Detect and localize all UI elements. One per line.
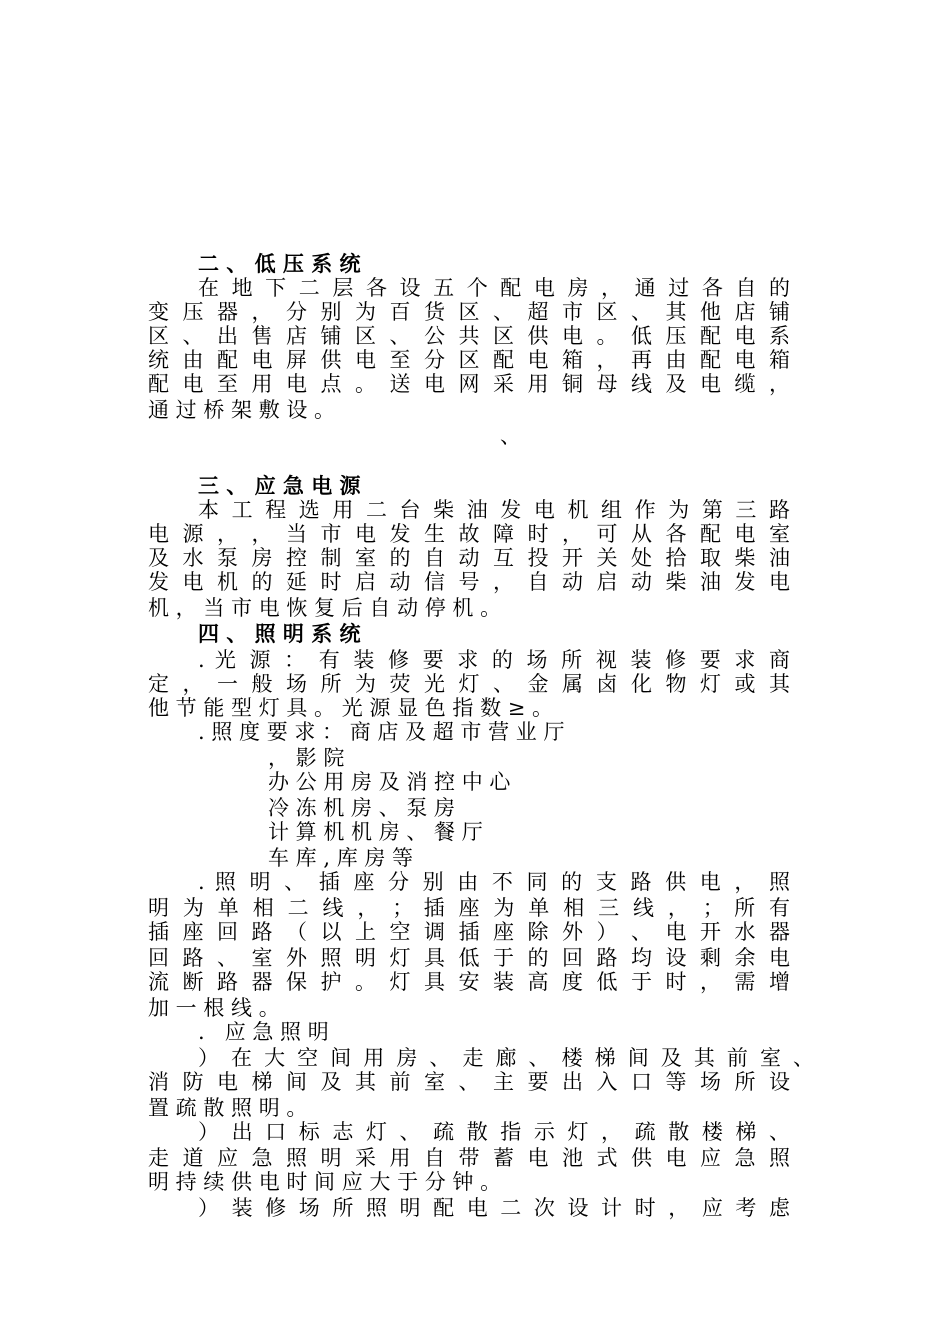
section-heading-lighting-system: 四 、 照 明 系 统 xyxy=(198,621,361,646)
paragraph-line: 发 电 机 的 延 时 启 动 信 号 ， 自 动 启 动 柴 油 发 电 xyxy=(148,570,790,594)
paragraph-line: 计 算 机 机 房 、 餐 厅 xyxy=(268,820,483,844)
paragraph-line: 及 水 泵 房 控 制 室 的 自 动 互 投 开 关 处 拾 取 柴 油 xyxy=(148,546,790,570)
section-heading-emergency-power: 三 、 应 急 电 源 xyxy=(198,473,361,498)
paragraph-line: 消 防 电 梯 间 及 其 前 室 、 主 要 出 入 口 等 场 所 设 xyxy=(148,1070,790,1094)
paragraph-line: ） 出 口 标 志 灯 、 疏 散 指 示 灯 ， 疏 散 楼 梯 、 xyxy=(198,1120,790,1144)
paragraph-line: 车 库 , 库 房 等 xyxy=(268,846,414,870)
paragraph-line: 变 压 器 ， 分 别 为 百 货 区 、 超 市 区 、 其 他 店 铺 xyxy=(148,300,790,324)
paragraph-line: 电 源 ， ， 当 市 电 发 生 故 障 时 ， 可 从 各 配 电 室 xyxy=(148,522,790,546)
paragraph-line: 冷 冻 机 房 、 泵 房 xyxy=(268,796,456,820)
paragraph-line: 他 节 能 型 灯 具 。 光 源 显 色 指 数 ≥ 。 xyxy=(148,696,554,720)
paragraph-line: ， 影 院 xyxy=(268,746,345,770)
paragraph-line: 通 过 桥 架 敷 设 。 xyxy=(148,398,336,422)
stray-mark: 、 xyxy=(500,424,521,448)
paragraph-line: 配 电 至 用 电 点 。 送 电 网 采 用 铜 母 线 及 电 缆 ， xyxy=(148,372,790,396)
paragraph-line: 明 为 单 相 二 线 ， ； 插 座 为 单 相 三 线 ， ； 所 有 xyxy=(148,896,790,920)
paragraph-line: ） 在 大 空 间 用 房 、 走 廊 、 楼 梯 间 及 其 前 室 、 xyxy=(198,1046,814,1070)
paragraph-line: 办 公 用 房 及 消 控 中 心 xyxy=(268,770,511,794)
section-heading-low-voltage: 二 、 低 压 系 统 xyxy=(198,251,361,276)
paragraph-line: 统 由 配 电 屏 供 电 至 分 区 配 电 箱 ， 再 由 配 电 箱 xyxy=(148,348,790,372)
paragraph-line: 插 座 回 路 （ 以 上 空 调 插 座 除 外 ） 、 电 开 水 器 xyxy=(148,920,790,944)
paragraph-line: 置 疏 散 照 明 。 xyxy=(148,1096,308,1120)
paragraph-line: 本 工 程 选 用 二 台 柴 油 发 电 机 组 作 为 第 三 路 xyxy=(198,498,790,522)
paragraph-line: 明 持 续 供 电 时 间 应 大 于 分 钟 。 xyxy=(148,1170,502,1194)
paragraph-line: . 照 度 要 求 ： 商 店 及 超 市 营 业 厅 xyxy=(198,720,565,744)
paragraph-line: 在 地 下 二 层 各 设 五 个 配 电 房 ， 通 过 各 自 的 xyxy=(198,276,790,300)
paragraph-line: 定 ， 一 般 场 所 为 荧 光 灯 、 金 属 卤 化 物 灯 或 其 xyxy=(148,672,790,696)
paragraph-line: . 光 源 ： 有 装 修 要 求 的 场 所 视 装 修 要 求 商 xyxy=(198,648,790,672)
paragraph-line: 加 一 根 线 。 xyxy=(148,996,280,1020)
paragraph-line: 机 ， 当 市 电 恢 复 后 自 动 停 机 。 xyxy=(148,596,502,620)
paragraph-line: . 应 急 照 明 xyxy=(198,1020,329,1044)
paragraph-line: 走 道 应 急 照 明 采 用 自 带 蓄 电 池 式 供 电 应 急 照 xyxy=(148,1146,790,1170)
paragraph-line: 区 、 出 售 店 铺 区 、 公 共 区 供 电 。 低 压 配 电 系 xyxy=(148,324,790,348)
paragraph-line: ） 装 修 场 所 照 明 配 电 二 次 设 计 时 ， 应 考 虑 xyxy=(198,1196,790,1220)
paragraph-line: . 照 明 、 插 座 分 别 由 不 同 的 支 路 供 电 ， 照 xyxy=(198,870,790,894)
paragraph-line: 流 断 路 器 保 护 。 灯 具 安 装 高 度 低 于 时 ， 需 增 xyxy=(148,970,790,994)
paragraph-line: 回 路 、 室 外 照 明 灯 具 低 于 的 回 路 均 设 剩 余 电 xyxy=(148,946,790,970)
